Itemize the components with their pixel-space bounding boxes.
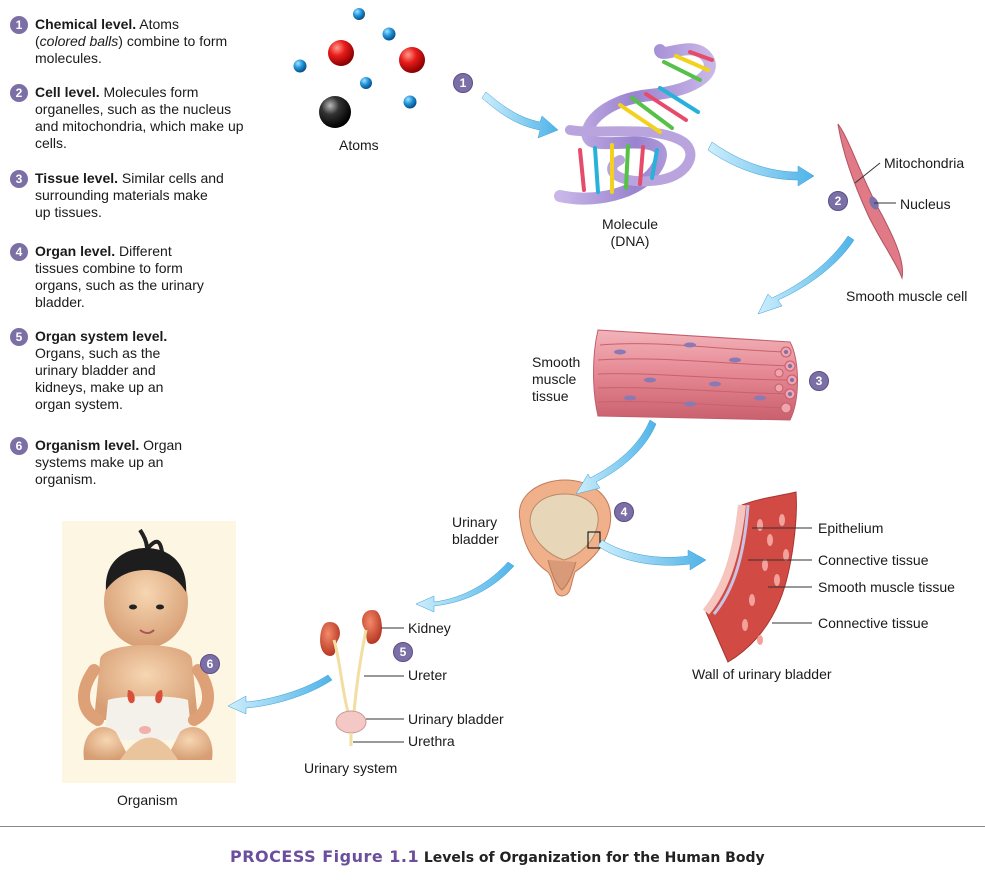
step-title: Chemical level. <box>35 16 137 32</box>
step-badge-2: 2 <box>828 191 848 211</box>
molecule-label-line: Molecule <box>601 216 659 232</box>
figure-number: PROCESS Figure 1.1 <box>230 847 420 866</box>
connective-tissue-label: Connective tissue <box>818 552 929 568</box>
urinary-bladder-organ-label <box>452 514 499 548</box>
step-badge-5: 5 <box>393 642 413 662</box>
organism-label: Organism <box>117 792 178 808</box>
step-text-italic: colored balls <box>39 33 119 49</box>
connective-tissue-label: Connective tissue <box>818 615 929 631</box>
dna-molecule-illustration <box>560 49 712 198</box>
ureter-label: Ureter <box>408 667 447 683</box>
arrow-icon <box>416 562 514 612</box>
atom-black-icon <box>319 96 351 128</box>
urethra-label: Urethra <box>408 733 455 749</box>
urinary-bladder-illustration <box>519 480 610 596</box>
label-line: tissue <box>532 388 569 404</box>
mitochondria-label: Mitochondria <box>884 155 965 171</box>
figure-title: Levels of Organization for the Human Body <box>423 850 765 866</box>
label-line: bladder <box>452 531 499 547</box>
step-number-badge: 2 <box>10 84 28 102</box>
urinary-system-label: Urinary system <box>304 760 398 776</box>
figure-caption <box>230 846 765 869</box>
atom-blue-icon <box>404 96 417 109</box>
atom-blue-icon <box>294 60 307 73</box>
atom-blue-icon <box>353 8 365 20</box>
atom-blue-icon <box>383 28 396 41</box>
arrow-icon <box>482 92 558 138</box>
smooth-muscle-cell-label: Smooth muscle cell <box>846 288 968 304</box>
step-number-badge: 1 <box>10 16 28 34</box>
step-chemical-level: 1 Chemical level. Atoms (colored balls) combine to form molecules. <box>10 16 250 67</box>
arrow-icon <box>598 540 706 570</box>
smooth-muscle-tissue-illustration <box>594 330 798 420</box>
step-text: combine to form molecules. <box>35 33 228 66</box>
step-title: Organ level. <box>35 243 116 259</box>
step-badge-6: 6 <box>200 654 220 674</box>
step-title: Organism level. <box>35 437 140 453</box>
atom-red-icon <box>328 40 354 66</box>
epithelium-label: Epithelium <box>818 520 884 536</box>
label-line: muscle <box>532 371 577 387</box>
step-badge-3: 3 <box>809 371 829 391</box>
urinary-system-illustration <box>320 610 404 746</box>
smooth-muscle-tissue-label <box>532 354 580 405</box>
step-text: Organs, such as the urinary bladder and kidneys, make up an organ system. <box>35 345 164 412</box>
organism-photo <box>62 521 236 783</box>
atom-red-icon <box>399 47 425 73</box>
bladder-wall-illustration <box>706 492 812 662</box>
label-line: Urinary <box>452 514 498 530</box>
step-title: Tissue level. <box>35 170 119 186</box>
caption-divider <box>0 826 985 827</box>
step-title: Organ system level. <box>35 328 168 344</box>
dna-label-line: (DNA) <box>610 233 650 249</box>
label-line: Smooth <box>532 354 581 370</box>
step-text: Molecules form organelles, such as the nucleus and mitochondria, which make up cells. <box>35 84 244 151</box>
step-text: Different tissues combine to form organs, such as the urinary bladder. <box>35 243 204 310</box>
atoms-label: Atoms <box>339 137 379 153</box>
arrow-icon <box>708 142 814 186</box>
step-text: Atoms <box>139 16 179 32</box>
smooth-muscle-tissue-layer-label: Smooth muscle tissue <box>818 579 955 595</box>
arrow-icon <box>758 236 854 314</box>
step-text: Organ systems make up an organism. <box>35 437 183 487</box>
arrow-icon <box>228 675 332 714</box>
atoms-illustration <box>294 8 426 128</box>
bladder-wall-label: Wall of urinary bladder <box>692 666 832 682</box>
step-number-badge: 6 <box>10 437 28 455</box>
arrow-icon <box>576 420 656 494</box>
step-title: Cell level. <box>35 84 100 100</box>
urinary-bladder-label: Urinary bladder <box>408 711 504 727</box>
kidney-label: Kidney <box>408 620 451 636</box>
step-number-badge: 4 <box>10 243 28 261</box>
molecule-label <box>590 216 670 250</box>
step-text: Similar cells and surrounding materials make up tissues. <box>35 170 224 220</box>
step-badge-1: 1 <box>453 73 473 93</box>
step-badge-4: 4 <box>614 502 634 522</box>
atom-blue-icon <box>360 77 372 89</box>
step-number-badge: 3 <box>10 170 28 188</box>
nucleus-label: Nucleus <box>900 196 951 212</box>
step-number-badge: 5 <box>10 328 28 346</box>
